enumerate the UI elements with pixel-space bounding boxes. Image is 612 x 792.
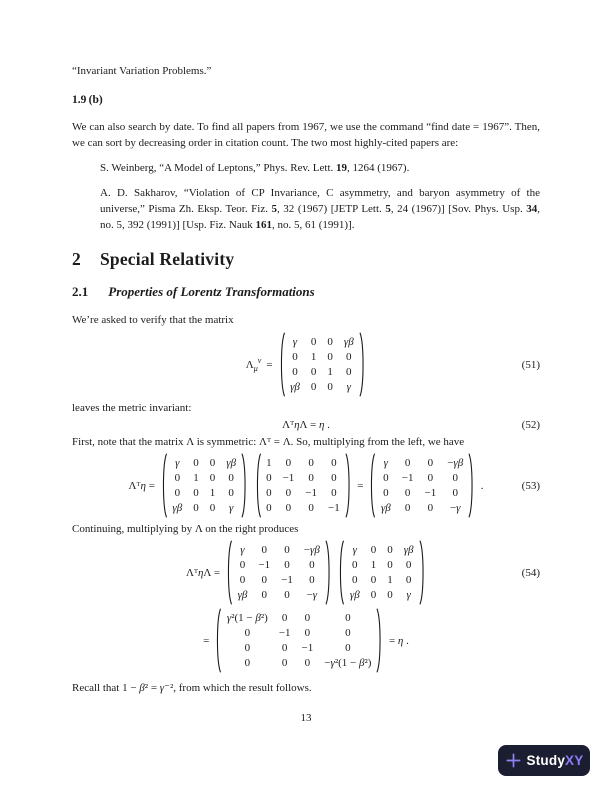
section-heading <box>72 249 540 270</box>
eq53-equals: = <box>357 479 364 492</box>
matrix-lambdaT-eta-copy: γ 0 0 −γβ 0 −1 0 0 0 0 −1 0 γβ 0 0 −γ <box>226 540 331 605</box>
equation-54-line2 <box>72 608 540 673</box>
recall-line: Recall that 1 − β² = γ⁻², from which the result follows. <box>72 682 312 694</box>
page-number: 13 <box>300 712 312 724</box>
equation-52-body <box>282 419 330 431</box>
matrix-lambdaT-eta: γ 0 0 −γβ 0 −1 0 0 0 0 −1 0 γβ 0 0 −γ <box>369 453 474 518</box>
eq54-line2-end: = η . <box>388 634 409 647</box>
continuing-line: Continuing, multiplying by Λ on the right produces <box>72 523 299 535</box>
section-number: 2 <box>72 249 81 269</box>
eq51-lhs: $\Lambda_\mu^\nu$ <box>245 356 262 373</box>
badge-study-text: Study <box>526 753 566 768</box>
intro-paragraph: We can also search by date. To find all papers from 1967, we use the command “find date = 1967”. Then, we can sort by decreasing order in citation count. The two most highly-cited papers are: <box>72 121 540 149</box>
quoted-paper-title: “Invariant Variation Problems.” <box>72 65 212 77</box>
eq53-label: (53) <box>521 479 540 492</box>
problem-heading: 1.9 (b) <box>72 94 103 106</box>
eq54-lhs: ΛᵀηΛ = <box>185 566 221 579</box>
eq51-label: (51) <box>521 358 540 371</box>
equation-51 <box>72 332 540 397</box>
leaves-invariant-line: leaves the metric invariant: <box>72 402 192 414</box>
subsection-heading <box>72 284 540 300</box>
equation-54-line1 <box>72 540 540 605</box>
eq52-label: (52) <box>521 419 540 431</box>
matrix-lambda-copy: γ 0 0 γβ 0 1 0 0 0 0 1 0 γβ 0 0 γ <box>161 453 248 518</box>
reference-weinberg: S. Weinberg, “A Model of Leptons,” Phys. Rev. Lett. 19, 1264 (1967). <box>100 162 410 174</box>
plus-icon <box>505 752 522 769</box>
equation-54-line1-body <box>186 540 426 605</box>
studyxy-logo-badge <box>498 745 590 776</box>
section-title: Special Relativity <box>99 249 235 269</box>
symmetric-note-line: First, note that the matrix Λ is symmetric: Λᵀ = Λ. So, multiplying from the left, we have <box>72 436 465 448</box>
eq54-label: (54) <box>521 566 540 579</box>
reference-sakharov: A. D. Sakharov, “Violation of CP Invariance, C asymmetry, and baryon asymmetry of the universe,” Pisma Zh. Eksp. Teor. Fiz. 5, 32 (1967) [JETP Lett. 5, 24 (1967)] [Sov. Phys. Usp. 34, no. 5, 392 (1991)] [Usp. Fiz. Nauk 161, no. 5, 61 (1991)]. <box>100 187 540 231</box>
page-content <box>72 64 540 724</box>
subsection-title: Properties of Lorentz Transformations <box>108 284 315 299</box>
equation-53-body <box>129 453 484 518</box>
eq53-period: . <box>480 479 484 492</box>
eq52-expression: ΛᵀηΛ = η . <box>282 419 330 431</box>
subsection-number: 2.1 <box>72 284 89 299</box>
badge-xy-text: XY <box>565 753 584 768</box>
equation-54-line2-body <box>203 608 409 673</box>
eq51-equals: = <box>266 358 273 371</box>
matrix-lambda-copy2: γ 0 0 γβ 0 1 0 0 0 0 1 0 γβ 0 0 γ <box>338 540 425 605</box>
matrix-result: γ²(1 − β²) 0 0 0 0 −1 0 0 0 0 −1 0 0 0 0 −γ²(1 − β²) <box>215 608 383 673</box>
badge-wordmark <box>527 753 584 768</box>
verify-matrix-line: We’re asked to verify that the matrix <box>72 314 234 326</box>
eq53-lhs: Λᵀη = <box>128 479 155 492</box>
eq54-line2-equals: = <box>203 634 210 647</box>
equation-52 <box>72 419 540 431</box>
equation-53 <box>72 453 540 518</box>
equation-51-body <box>246 332 366 397</box>
matrix-eta: 1 0 0 0 0 −1 0 0 0 0 −1 0 0 0 0 −1 <box>255 453 352 518</box>
matrix-lambda: γ 0 0 γβ 0 1 0 0 0 0 1 0 γβ 0 0 γ <box>279 332 366 397</box>
